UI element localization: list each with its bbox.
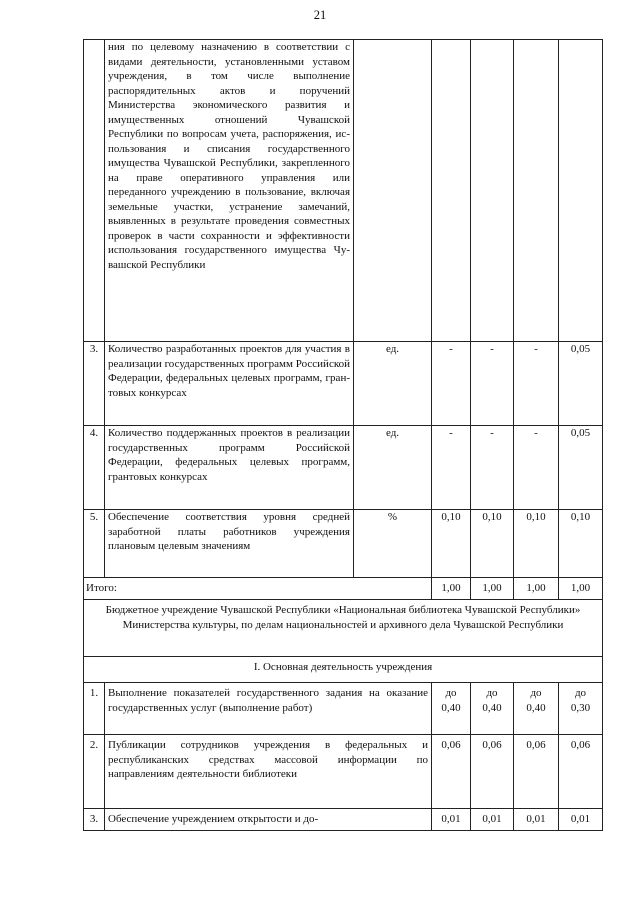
row-unit: ед. bbox=[354, 426, 432, 510]
row-value-4 bbox=[559, 40, 603, 342]
row-value-2: - bbox=[471, 342, 514, 426]
table-row bbox=[84, 510, 603, 578]
section-header: I. Основная деятельность учреждения bbox=[84, 657, 603, 683]
row-value-3: - bbox=[514, 426, 559, 510]
institution-header: Бюджетное учреждение Чувашской Республики «Национальная библиотека Чувашской Республики» Министерства культуры, по делам национальностей и архивного дела Чувашской Республики bbox=[84, 600, 603, 657]
value: 0,40 bbox=[441, 701, 461, 714]
row-description: Количество поддержанных проектов в реализации государственных программ Российской Федерации, федеральных целевых программ, грантовых конкурсах bbox=[105, 426, 354, 510]
value-prefix: до bbox=[574, 687, 587, 699]
total-value-3: 1,00 bbox=[514, 578, 559, 600]
row-value-4: 0,05 bbox=[559, 342, 603, 426]
row-value-3: 0,10 bbox=[514, 510, 559, 578]
row-number bbox=[84, 40, 105, 342]
page-number: 21 bbox=[313, 8, 327, 22]
value-prefix: до bbox=[486, 687, 498, 699]
value: 0,40 bbox=[482, 701, 502, 714]
row-value-2: 0,01 bbox=[471, 809, 514, 831]
table-row bbox=[84, 809, 603, 831]
row-description: Публикации сотрудников учреждения в федеральных и республиканских средствах массовой информации по направлениям деятельности библиотеки bbox=[105, 735, 432, 809]
row-unit bbox=[354, 40, 432, 342]
row-description: Обеспечение соответствия уровня средней заработной платы работников учреждения плановым целевым значениям bbox=[105, 510, 354, 578]
row-description: Обеспечение учреждением открытости и до- bbox=[105, 809, 432, 831]
table-row bbox=[84, 426, 603, 510]
indicators-table bbox=[83, 39, 603, 831]
row-value-1 bbox=[432, 683, 471, 735]
row-value-2: 0,10 bbox=[471, 510, 514, 578]
row-value-4: 0,05 bbox=[559, 426, 603, 510]
table-row-continuation bbox=[84, 40, 603, 342]
row-value-1: 0,06 bbox=[432, 735, 471, 809]
row-value-4: 0,06 bbox=[559, 735, 603, 809]
row-value-4: 0,10 bbox=[559, 510, 603, 578]
table-row bbox=[84, 735, 603, 809]
total-value-2: 1,00 bbox=[471, 578, 514, 600]
row-value-2 bbox=[471, 40, 514, 342]
value: 0,30 bbox=[570, 701, 591, 714]
institution-header-row bbox=[84, 600, 603, 657]
row-description: ния по целевому назначению в соответствии с видами деятельности, установленными уставом учреждения, в том числе выполнение распорядительных актов и поручений Министерства экономического развития и имущественных отношений Чувашской Республики по вопросам учета, распоряжения, использования и списания государственного имущества Чувашской Республики, закрепленного на праве оперативного управления или переданного учреждению в пользование, включая земельные участки, устранение замечаний, выявленных в результате проведения совместных проверок в части сохранности и эффективности использования государственного имущества Чувашской Республики bbox=[105, 40, 354, 342]
row-value-3: 0,01 bbox=[514, 809, 559, 831]
row-value-3: - bbox=[514, 342, 559, 426]
row-value-2 bbox=[471, 683, 514, 735]
row-value-1: - bbox=[432, 342, 471, 426]
row-value-3 bbox=[514, 683, 559, 735]
row-value-2: 0,06 bbox=[471, 735, 514, 809]
row-value-3: 0,06 bbox=[514, 735, 559, 809]
value-prefix: до bbox=[530, 687, 542, 699]
row-value-2: - bbox=[471, 426, 514, 510]
row-value-4 bbox=[559, 683, 603, 735]
row-unit: % bbox=[354, 510, 432, 578]
table-row bbox=[84, 683, 603, 735]
row-number: 1. bbox=[84, 683, 105, 735]
row-number: 2. bbox=[84, 735, 105, 809]
total-value-1: 1,00 bbox=[432, 578, 471, 600]
row-description: Выполнение показателей государственного задания на оказание государственных услуг (выполнение работ) bbox=[105, 683, 432, 735]
total-row bbox=[84, 578, 603, 600]
row-number: 3. bbox=[84, 342, 105, 426]
row-value-1: 0,10 bbox=[432, 510, 471, 578]
row-value-1 bbox=[432, 40, 471, 342]
row-value-3 bbox=[514, 40, 559, 342]
section-header-row bbox=[84, 657, 603, 683]
table-row bbox=[84, 342, 603, 426]
total-label: Итого: bbox=[84, 578, 432, 600]
row-value-1: - bbox=[432, 426, 471, 510]
row-value-4: 0,01 bbox=[559, 809, 603, 831]
row-value-1: 0,01 bbox=[432, 809, 471, 831]
row-number: 4. bbox=[84, 426, 105, 510]
total-value-4: 1,00 bbox=[559, 578, 603, 600]
row-unit: ед. bbox=[354, 342, 432, 426]
row-number: 5. bbox=[84, 510, 105, 578]
value-prefix: до bbox=[445, 687, 457, 699]
value: 0,40 bbox=[526, 701, 546, 714]
row-number: 3. bbox=[84, 809, 105, 831]
row-description: Количество разработанных проектов для участия в реализации государственных программ Российской Федерации, федеральных целевых программ, грантовых конкурсах bbox=[105, 342, 354, 426]
